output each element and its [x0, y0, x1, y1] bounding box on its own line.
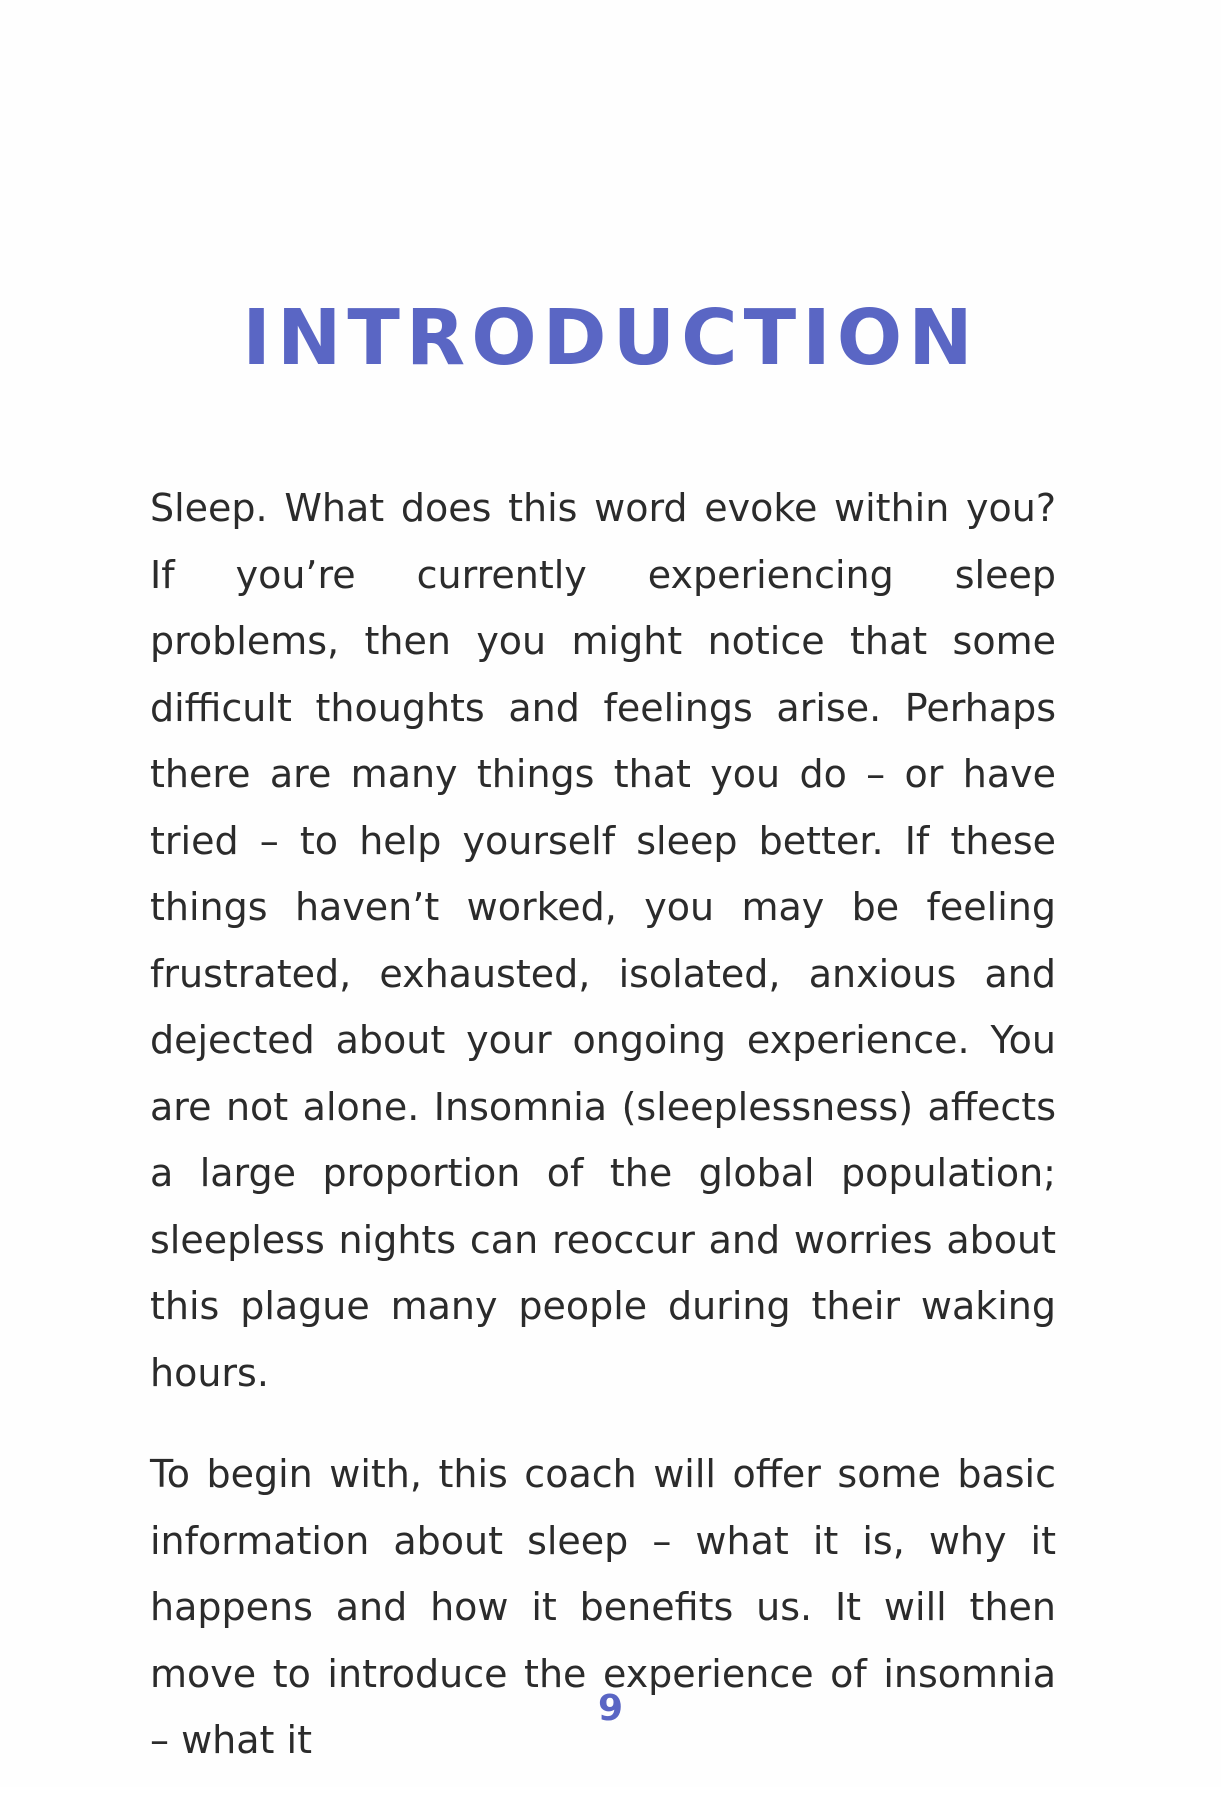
paragraph-1: Sleep. What does this word evoke within you? If you’re currently experiencing sleep problems, then you might notice that some difficult thoughts and feelings arise. Perhaps there are many things that you do – or have tried – to help yourself sleep better. If these things haven’t worked, you may be feeling frustrated, exhausted, isolated, anxious and dejected about your ongoing experience. You are not alone. Insomnia (sleeplessness) affects a large proportion of the global population; sleepless nights can reoccur and worries about this plague many people during their waking hours. — [150, 486, 1056, 1395]
page-number: 9 — [597, 1688, 624, 1729]
body-text — [150, 475, 1056, 1809]
chapter-heading: INTRODUCTION — [242, 294, 979, 383]
paragraph-2: To begin with, this coach will offer some basic information about sleep – what it is, why it happens and how it benefits us. It will then move to introduce the experience of insomnia – what it — [150, 1452, 1056, 1762]
